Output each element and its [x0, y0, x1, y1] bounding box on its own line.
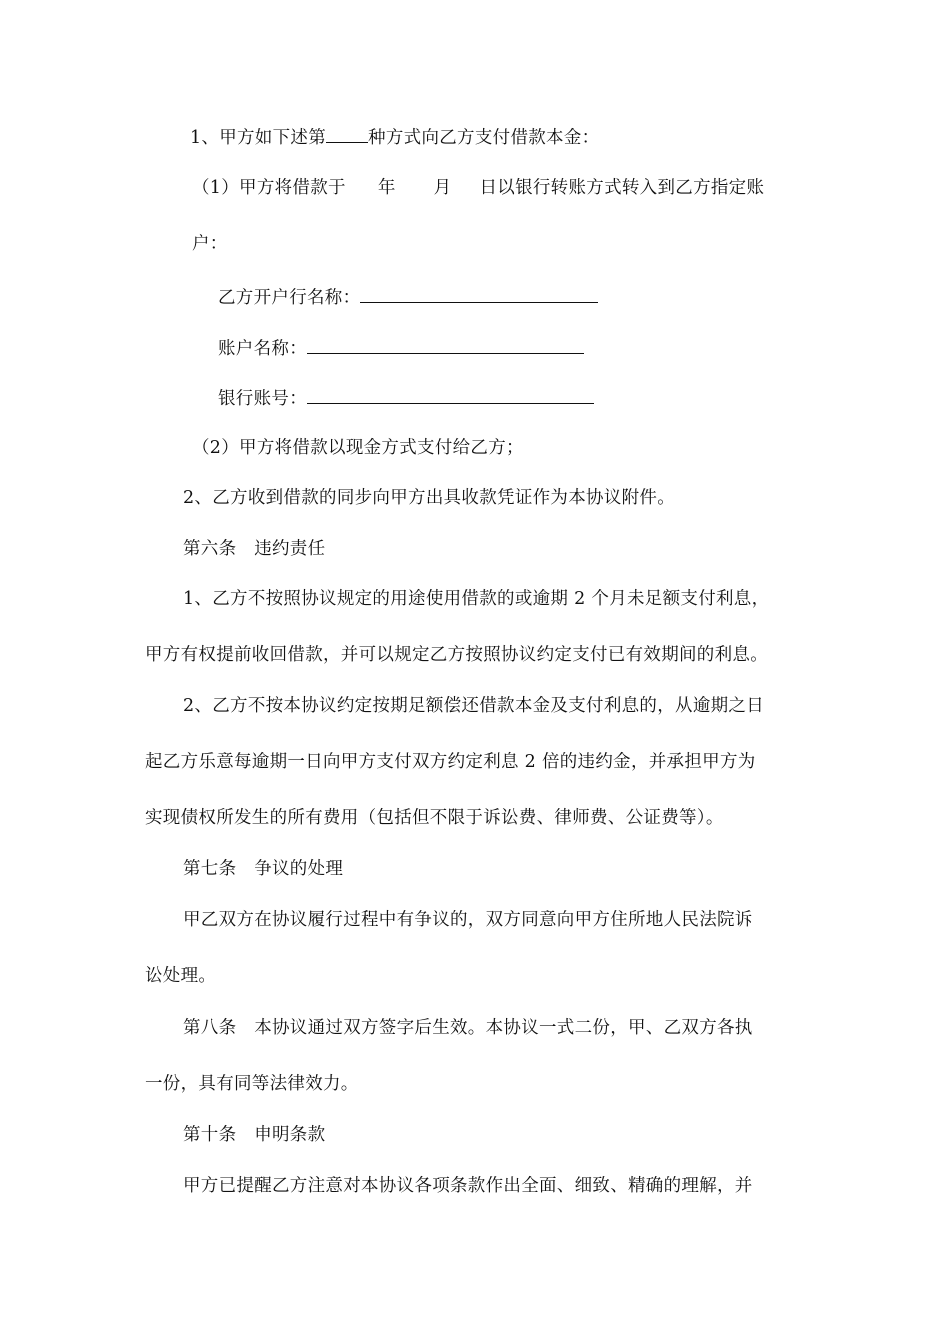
account-name-blank [307, 335, 584, 354]
clause6-item2-line1 [183, 694, 764, 718]
clause6-item2-line3 [145, 806, 724, 830]
account-name-label: 账户名称： [218, 339, 307, 359]
bank-name-label: 乙方开户行名称： [218, 288, 361, 308]
bank-name-field [218, 284, 598, 310]
option1-text-b: 日以银行转账方式转入到乙方指定账 [479, 178, 765, 198]
clause6-item1-text1: 1、乙方不按照协议规定的用途使用借款的或逾期 2 个月未足额支付利息， [183, 589, 770, 609]
option2-line [192, 436, 524, 460]
clause8-line2 [145, 1072, 359, 1096]
receipt-item [183, 486, 675, 510]
option1-month: 月 [433, 178, 452, 198]
clause6-title-text: 第六条 违约责任 [183, 539, 326, 559]
clause7-line1 [183, 908, 753, 932]
option1-text-a: （1）甲方将借款于 [192, 178, 346, 198]
account-number-blank [307, 385, 594, 404]
clause7-text2: 讼处理。 [145, 966, 217, 986]
clause6-item2-line2 [145, 750, 756, 774]
clause6-title [183, 537, 325, 561]
clause7-title [183, 857, 343, 881]
clause6-item2-text2: 起乙方乐意每逾期一日向甲方支付双方约定利息 2 倍的违约金，并承担甲方为 [145, 752, 756, 772]
clause6-item2-text3: 实现债权所发生的所有费用（包括但不限于诉讼费、律师费、公证费等）。 [145, 808, 724, 828]
clause7-title-text: 第七条 争议的处理 [183, 859, 344, 879]
bank-name-blank [360, 284, 598, 303]
clause8-text2: 一份，具有同等法律效力。 [145, 1074, 359, 1094]
option1-year: 年 [377, 178, 396, 198]
clause8-line1 [183, 1016, 753, 1040]
option1-text-c: 户： [192, 234, 228, 254]
clause7-text1: 甲乙双方在协议履行过程中有争议的，双方同意向甲方住所地人民法院诉 [183, 910, 753, 930]
clause7-line2 [145, 964, 216, 988]
option2-text: （2）甲方将借款以现金方式支付给乙方； [192, 438, 524, 458]
option1-line [192, 176, 764, 200]
clause10-text1: 甲方已提醒乙方注意对本协议各项条款作出全面、细致、精确的理解，并 [183, 1176, 753, 1196]
clause10-title-text: 第十条 申明条款 [183, 1125, 326, 1145]
clause6-item1-line2 [145, 643, 768, 667]
payment-method-prefix: 1、甲方如下述第 [190, 128, 327, 148]
account-number-field [218, 385, 594, 411]
clause6-item2-text1: 2、乙方不按本协议约定按期足额偿还借款本金及支付利息的，从逾期之日 [183, 696, 765, 716]
option1-continuation [192, 232, 228, 256]
clause10-line1 [183, 1174, 753, 1198]
payment-method-blank [326, 124, 368, 143]
receipt-text: 2、乙方收到借款的同步向甲方出具收款凭证作为本协议附件。 [183, 488, 676, 508]
account-name-field [218, 335, 584, 361]
clause10-title [183, 1123, 325, 1147]
payment-method-suffix: 种方式向乙方支付借款本金： [368, 128, 600, 148]
clause6-item1-text2: 甲方有权提前收回借款，并可以规定乙方按照协议约定支付已有效期间的利息。 [145, 645, 768, 665]
clause6-item1-line1 [183, 587, 769, 611]
payment-method-item [190, 124, 599, 150]
account-number-label: 银行账号： [218, 389, 307, 409]
clause8-text1: 第八条 本协议通过双方签字后生效。本协议一式二份，甲、乙双方各执 [183, 1018, 753, 1038]
